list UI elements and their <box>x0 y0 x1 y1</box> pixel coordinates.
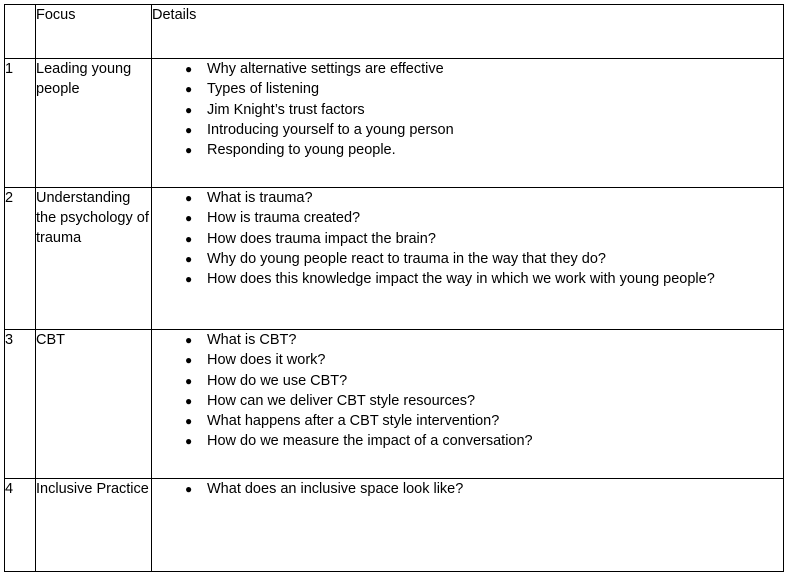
list-item <box>152 391 783 411</box>
list-item-text: Introducing yourself to a young person <box>207 121 454 138</box>
list-item <box>152 411 783 431</box>
list-item <box>152 208 783 228</box>
list-item-text: Why alternative settings are effective <box>207 61 444 77</box>
list-item <box>152 79 783 99</box>
bullet-icon: ● <box>185 143 193 158</box>
curriculum-table <box>4 4 784 572</box>
list-item <box>152 479 783 499</box>
list-item <box>152 188 783 208</box>
row-number: 4 <box>5 479 36 572</box>
bullet-icon: ● <box>185 251 193 266</box>
list-item-text: Responding to young people. <box>207 142 396 159</box>
list-item-text: How does this knowledge impact the way in which we work with young people? <box>207 271 715 288</box>
list-item <box>152 269 783 289</box>
list-item-text: What happens after a CBT style intervention? <box>207 413 500 430</box>
table-row <box>5 188 784 330</box>
bullet-icon: ● <box>185 231 193 246</box>
details-list <box>152 59 783 160</box>
row-focus: CBT <box>36 330 152 479</box>
list-item <box>152 100 783 120</box>
list-item <box>152 350 783 370</box>
list-item-text: What is trauma? <box>207 190 313 206</box>
header-focus: Focus <box>36 5 152 59</box>
header-details: Details <box>152 5 784 59</box>
bullet-icon: ● <box>185 102 193 117</box>
list-item <box>152 431 783 451</box>
bullet-icon: ● <box>185 414 193 429</box>
row-number: 2 <box>5 188 36 330</box>
list-item-text: What is CBT? <box>207 332 297 348</box>
row-details <box>152 330 784 479</box>
bullet-icon: ● <box>185 373 193 388</box>
list-item <box>152 229 783 249</box>
list-item-text: Why do young people react to trauma in the way that they do? <box>207 250 606 267</box>
bullet-icon: ● <box>185 122 193 137</box>
row-focus: Leading young people <box>36 59 152 188</box>
list-item-text: How is trauma created? <box>207 210 361 227</box>
bullet-icon: ● <box>185 82 193 97</box>
row-focus: Inclusive Practice <box>36 479 152 572</box>
bullet-icon: ● <box>185 272 193 287</box>
header-number-cell <box>5 5 36 59</box>
row-number: 3 <box>5 330 36 479</box>
list-item-text: Types of listening <box>207 81 320 98</box>
bullet-icon: ● <box>185 211 193 226</box>
details-list <box>152 330 783 452</box>
list-item <box>152 120 783 140</box>
header-row <box>5 5 784 59</box>
list-item-text: What does an inclusive space look like? <box>207 481 464 497</box>
row-details <box>152 479 784 572</box>
row-details <box>152 188 784 330</box>
list-item-text: How does trauma impact the brain? <box>207 230 436 247</box>
details-list <box>152 188 783 289</box>
bullet-icon: ● <box>185 333 193 347</box>
row-number: 1 <box>5 59 36 188</box>
bullet-icon: ● <box>185 191 193 205</box>
list-item-text: How do we use CBT? <box>207 372 348 389</box>
table-row <box>5 479 784 572</box>
list-item-text: Jim Knight’s trust factors <box>207 101 365 118</box>
row-focus: Understanding the psychology of trauma <box>36 188 152 330</box>
details-list <box>152 479 783 499</box>
list-item-text: How do we measure the impact of a conversation? <box>207 433 533 450</box>
list-item <box>152 59 783 79</box>
list-item <box>152 330 783 350</box>
row-details <box>152 59 784 188</box>
list-item-text: How does it work? <box>207 352 326 369</box>
table-row <box>5 59 784 188</box>
bullet-icon: ● <box>185 393 193 408</box>
bullet-icon: ● <box>185 482 193 496</box>
list-item-text: How can we deliver CBT style resources? <box>207 392 476 409</box>
bullet-icon: ● <box>185 434 193 449</box>
bullet-icon: ● <box>185 62 193 76</box>
bullet-icon: ● <box>185 353 193 368</box>
list-item <box>152 140 783 160</box>
list-item <box>152 371 783 391</box>
list-item <box>152 249 783 269</box>
table-row <box>5 330 784 479</box>
